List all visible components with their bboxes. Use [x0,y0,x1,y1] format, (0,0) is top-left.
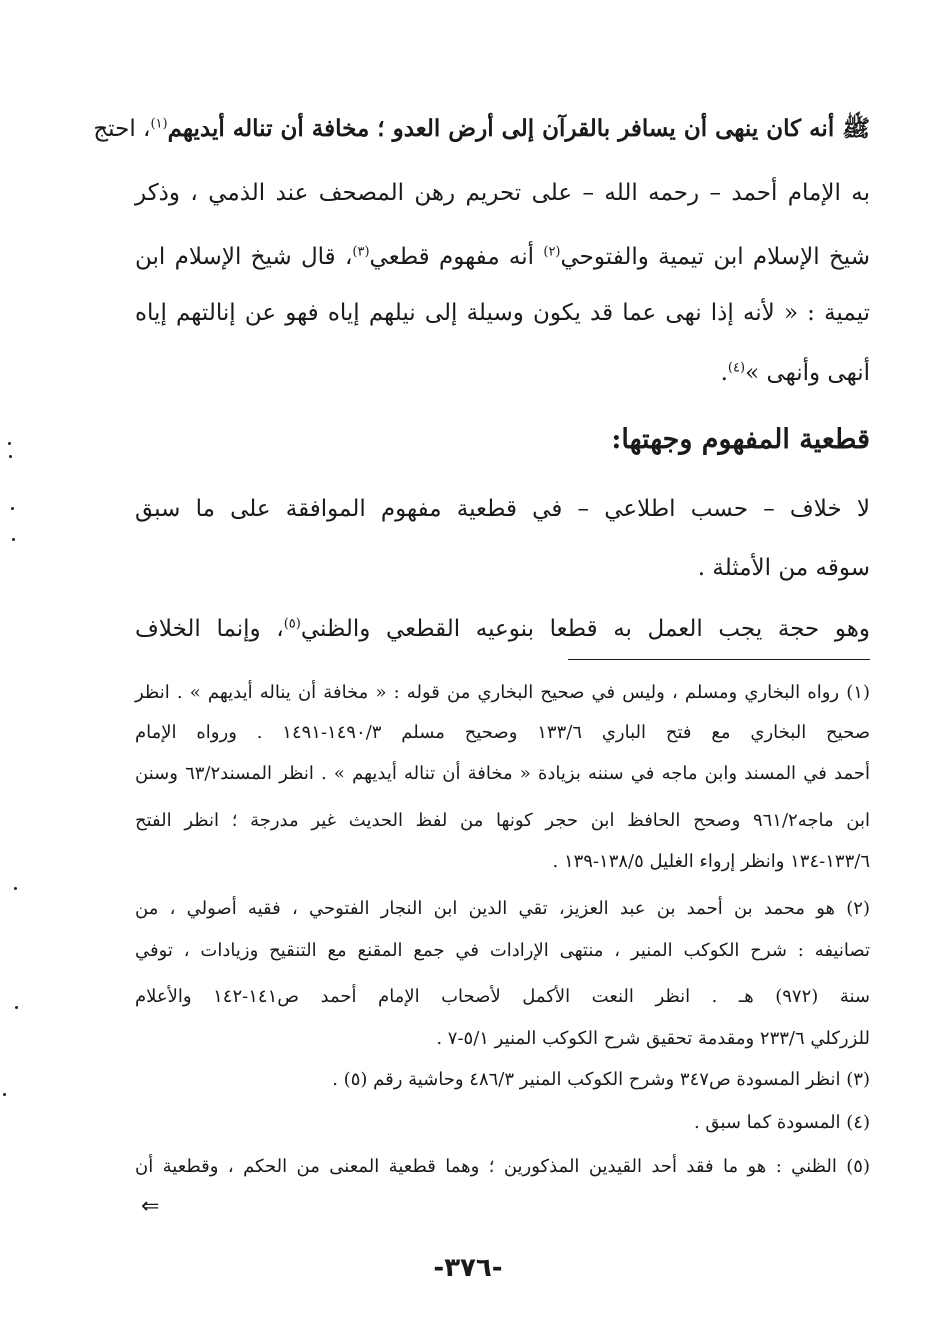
section-line-1: لا خلاف – حسب اطلاعي – في قطعية مفهوم الموافقة على ما سبق [135,496,870,522]
footnote-ref-4[interactable]: (٤) [727,360,746,376]
footnote-ref-2[interactable]: (٢) [543,244,561,260]
footnote-1-line-2: صحيح البخاري مع فتح الباري ١٣٣/٦ وصحيح مسلم ١٤٩٠/٣-١٤٩١ . ورواه الإمام [135,722,870,743]
section-line-2: سوقه من الأمثلة . [697,555,870,581]
scan-speck [12,538,15,541]
footnote-ref-1[interactable]: (١) [150,116,168,132]
footnote-ref-3[interactable]: (٣) [352,244,370,260]
section-heading: قطعية المفهوم وجهتها: [611,424,870,455]
footnote-2-line-4: للزركلي ٢٣٣/٦ ومقدمة تحقيق شرح الكوكب المنير ٥/١-٧ . [436,1028,870,1049]
continuation-arrow-icon: ⇐ [141,1194,160,1219]
section-line-3: وهو حجة يجب العمل به قطعا بنوعيه القطعي والظني$^{(٥)}$، وإنما الخلاف [135,616,871,642]
footnote-1-line-5: ١٣٣/٦-١٣٤ وانظر إرواء الغليل ١٣٨/٥-١٣٩ . [552,851,870,872]
footnote-1-line-1: (١) رواه البخاري ومسلم ، وليس في صحيح البخاري من قوله : « مخافة أن يناله أيديهم » . انظر [135,682,870,703]
body-line-2: به الإمام أحمد – رحمه الله – على تحريم رهن المصحف عند الذمي ، وذكر [135,180,870,206]
hadith-quote: ﷺ أنه كان ينهى أن يسافر بالقرآن إلى أرض العدو ؛ مخافة أن تناله أيديهم [167,115,870,142]
footnote-2-line-3: سنة (٩٧٢) هـ . انظر النعت الأكمل لأصحاب الإمام أحمد ص١٤١-١٤٢ والأعلام [135,986,870,1007]
body-line-5: أنهى وأنهى »$^{(٤)}$. [720,360,870,386]
scan-speck [3,1093,6,1096]
body-line-1-rest: ، احتج [93,116,151,142]
text-underline [568,659,870,660]
scan-speck [15,1006,18,1009]
scan-speck [11,507,14,510]
scan-speck [8,442,11,445]
footnote-1-line-4: ابن ماجه٩٦١/٢ وصحح الحافظ ابن حجر كونها من لفظ الحديث غير مدرجة ؛ انظر الفتح [135,810,870,831]
footnote-3: (٣) انظر المسودة ص٣٤٧ وشرح الكوكب المنير ٤٨٦/٣ وحاشية رقم (٥) . [332,1069,870,1090]
body-line-4: تيمية : « لأنه إذا نهى عما قد يكون وسيلة إلى نيلهم إياه فهو عن إنالتهم إياه [135,300,870,326]
footnote-1-line-3: أحمد في المسند وابن ماجه في سننه بزيادة « مخافة أن تناله أيديهم » . انظر المسند٦٣/٢ وسنن [135,763,870,784]
scan-speck [9,455,12,458]
footnote-2-line-2: تصانيفه : شرح الكوكب المنير ، منتهى الإرادات في جمع المقنع مع التنقيح وزيادات ، توفي [135,940,870,961]
footnote-2-line-1: (٢) هو محمد بن أحمد بن عبد العزيز، تقي الدين ابن النجار الفتوحي ، فقيه أصولي ، من [135,898,870,919]
footnote-ref-5[interactable]: (٥) [283,616,301,632]
footnote-5: (٥) الظني : هو ما فقد أحد القيدين المذكورين ؛ وهما قطعية المعنى من الحكم ، وقطعية أن [135,1156,870,1177]
footnote-4: (٤) المسودة كما سبق . [693,1112,870,1133]
body-line-1 [93,115,870,142]
page-number: -٣٧٦- [433,1253,503,1283]
body-line-3: شيخ الإسلام ابن تيمية والفتوحي$^{(٢)}$ أنه مفهوم قطعي$^{(٣)}$، قال شيخ الإسلام ابن [135,244,871,270]
scan-speck [14,887,17,890]
